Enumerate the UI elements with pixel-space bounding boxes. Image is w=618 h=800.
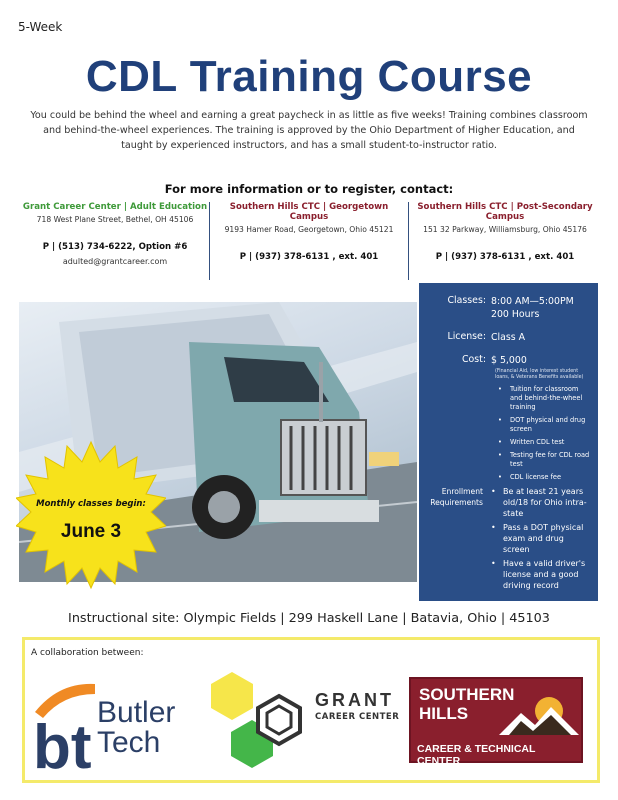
divider bbox=[408, 202, 409, 280]
list-item: • Written CDL test bbox=[498, 438, 592, 447]
kicker: 5-Week bbox=[18, 20, 63, 34]
tech-word: Tech bbox=[97, 726, 161, 759]
cost-label: Cost: bbox=[461, 354, 486, 365]
instructional-site: Instructional site: Olympic Fields | 299 Haskell Lane | Batavia, Ohio | 45103 bbox=[68, 611, 550, 626]
contact-phone[interactable]: P | (937) 378-6131 , ext. 401 bbox=[239, 252, 379, 262]
southern-hills-logo bbox=[409, 677, 583, 767]
butler-word: Butler bbox=[97, 696, 176, 729]
list-item: • Be at least 21 years old/18 for Ohio intra-state bbox=[491, 486, 592, 519]
license-row bbox=[425, 331, 592, 344]
contact-name: Southern Hills CTC | Georgetown Campus bbox=[229, 202, 389, 222]
list-item: • CDL license fee bbox=[498, 473, 592, 482]
classes-label: Classes: bbox=[447, 295, 486, 306]
badge-date: June 3 bbox=[60, 521, 122, 542]
list-item: • Tuition for classroom and behind-the-wheel training bbox=[498, 385, 592, 412]
cost-row bbox=[425, 354, 592, 367]
hills-sun-icon bbox=[499, 687, 579, 737]
hills-word: HILLS bbox=[419, 704, 469, 723]
divider bbox=[209, 202, 210, 280]
contact-phone[interactable]: P | (513) 734-6222, Option #6 bbox=[42, 242, 188, 252]
classes-time: 8:00 AM—5:00PM bbox=[491, 296, 574, 307]
contact-williamsburg bbox=[410, 202, 600, 262]
license-value: Class A bbox=[491, 332, 526, 343]
enrollment-row bbox=[425, 486, 592, 594]
contact-email[interactable]: adulted@grantcareer.com bbox=[62, 257, 168, 266]
enrollment-label: Enrollment Requirements bbox=[430, 487, 483, 507]
badge-text: Monthly classes begin: bbox=[36, 499, 146, 509]
southern-word: SOUTHERN bbox=[419, 685, 515, 704]
southern-sub: CAREER & TECHNICAL CENTER bbox=[417, 743, 536, 767]
list-item: • Testing fee for CDL road test bbox=[498, 451, 592, 469]
contact-phone[interactable]: P | (937) 378-6131 , ext. 401 bbox=[435, 252, 575, 262]
cost-includes-list bbox=[498, 385, 592, 482]
contact-name: Grant Career Center | Adult Education bbox=[22, 202, 208, 212]
collaboration-box bbox=[22, 637, 600, 783]
classes-hours: 200 Hours bbox=[491, 309, 540, 320]
list-item: • Pass a DOT physical exam and drug screen bbox=[491, 522, 592, 555]
bt-mark: bt bbox=[33, 713, 92, 772]
cost-value: $ 5,000 bbox=[491, 355, 527, 366]
contact-address: 718 West Plane Street, Bethel, OH 45106 bbox=[36, 215, 194, 224]
list-item: • DOT physical and drug screen bbox=[498, 416, 592, 434]
intro-text: You could be behind the wheel and earning a great paycheck in as little as five weeks! Training combines classroom and behind-the-wheel experiences. The training is approved by the Ohio Department of Higher Education, and taught by experienced instructors, and has a small student-to-instructor ratio. bbox=[30, 110, 588, 151]
grant-word: GRANT bbox=[315, 690, 394, 710]
contact-name: Southern Hills CTC | Post-Secondary Campus bbox=[417, 202, 593, 222]
contact-heading: For more information or to register, contact: bbox=[164, 182, 454, 196]
enrollment-list bbox=[491, 486, 592, 594]
grant-sub: CAREER CENTER bbox=[315, 712, 400, 722]
contact-grant bbox=[22, 202, 208, 266]
course-info-panel bbox=[419, 283, 598, 601]
page-title: CDL Training Course bbox=[85, 52, 533, 101]
grant-hex-logo bbox=[207, 670, 307, 770]
contact-georgetown bbox=[211, 202, 407, 262]
classes-row bbox=[425, 295, 592, 321]
list-item: • Have a valid driver's license and a good driving record bbox=[491, 558, 592, 591]
license-label: License: bbox=[447, 331, 486, 342]
contact-address: 9193 Hamer Road, Georgetown, Ohio 45121 bbox=[224, 225, 394, 234]
cost-fine-print: (Financial Aid, low interest student loans, & Veterans Benefits available) bbox=[495, 369, 584, 380]
contact-address: 151 32 Parkway, Williamsburg, Ohio 45176 bbox=[423, 225, 587, 234]
collab-label: A collaboration between: bbox=[31, 648, 144, 658]
starburst-badge bbox=[16, 440, 166, 590]
